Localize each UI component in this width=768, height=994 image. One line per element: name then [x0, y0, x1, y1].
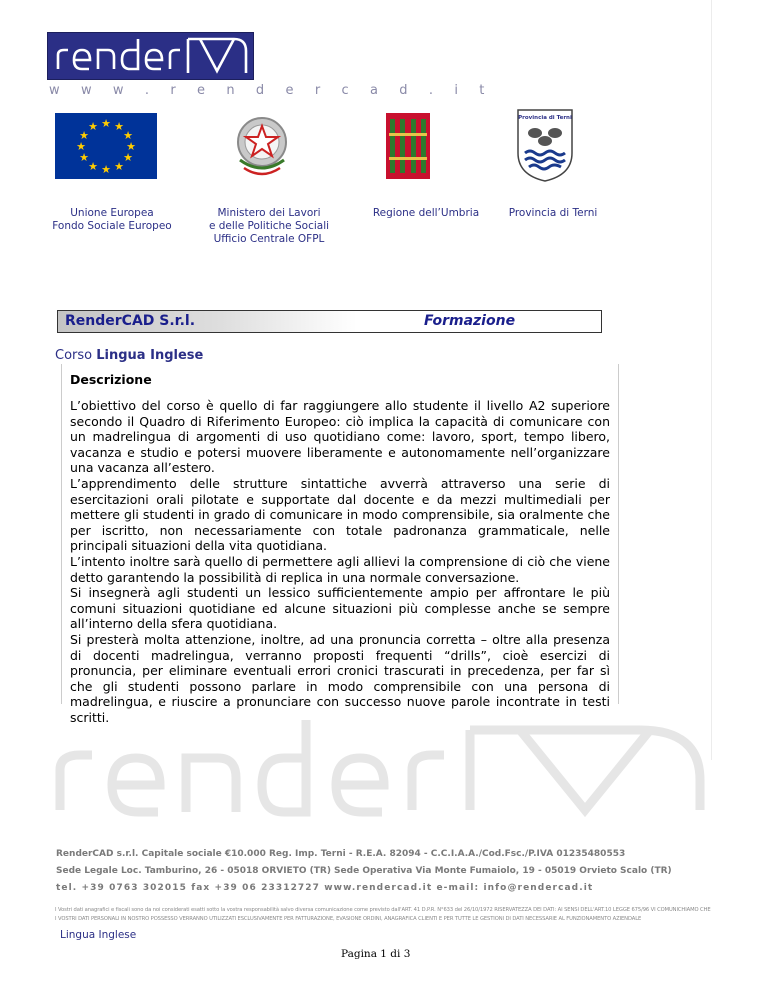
description-paragraph: L’apprendimento delle strutture sintattiche avverrà attraverso una serie di esercitazioni orali pilotate e supportate dal docente e da mezzi multimediali per mettere gli studenti in grado di comunicare in modo comprensibile, sia oralmente che per iscritto, non necessariamente con totale padronanza grammaticale, nelle principali situazioni della vita quotidiana.	[70, 475, 610, 554]
svg-text:★: ★	[114, 120, 124, 133]
caption-terni-line: Provincia di Terni	[508, 207, 598, 219]
banner-section: Formazione	[424, 313, 516, 329]
caption-ministry-line2: e delle Politiche Sociali	[208, 220, 330, 232]
caption-ministry-line1: Ministero dei Lavori	[217, 207, 321, 219]
caption-ministry	[203, 207, 335, 246]
svg-text:★: ★	[79, 151, 89, 164]
footer-company-line: RenderCAD s.r.l. Capitale sociale €10.000 Reg. Imp. Terni - R.E.A. 82094 - C.C.I.A.A./Cod.Fsc./P.IVA 01235480553	[56, 849, 626, 859]
footer-privacy-line1: I Vostri dati anagrafici e fiscali sono da noi considerati esatti sotto la vostra responsabilità salvo diversa comunicazione come previsto dall'ART. 41 D.P.R. N°633 del 26/10/1972 RISERVATEZZA DEI DATI: AI SENSI DELL'ART.10 LEGGE 675/96 VI COMUNICHIAMO CHE	[55, 907, 711, 913]
rendercad-logo[interactable]	[47, 32, 254, 80]
terni-crest-caption: Provincia di Terni	[518, 115, 572, 121]
margin-line	[711, 0, 712, 760]
course-title	[55, 348, 203, 363]
caption-terni	[505, 207, 601, 220]
page-number: Pagina 1 di 3	[341, 948, 411, 960]
description-paragraph: Si presterà molta attenzione, inoltre, ad una pronuncia corretta – oltre alla presenza di docenti madrelingua, verranno proposti frequenti “drills”, cioè esercizi di pronuncia, per eliminare eventuali errori cronici trascurati in precedenza, per far sì che gli studenti possono parlare in modo comprensibile con una persona di madrelingua, e riuscire a pronunciare con successo nuove parole incontrate in testi scritti.	[70, 631, 610, 725]
course-prefix: Corso	[55, 348, 93, 363]
caption-umbria	[370, 207, 482, 220]
svg-text:★: ★	[88, 160, 98, 173]
svg-text:★: ★	[88, 120, 98, 133]
eu-flag-icon	[55, 113, 157, 179]
svg-text:★: ★	[114, 160, 124, 173]
footer-contact-line: tel. +39 0763 302015 fax +39 06 23312727 www.rendercad.it e-mail: info@rendercad.it	[56, 883, 594, 893]
italian-republic-emblem-icon	[234, 110, 290, 182]
svg-text:★: ★	[123, 151, 133, 164]
footer-privacy-line2: I VOSTRI DATI PERSONALI IN NOSTRO POSSESSO VERRANNO UTILIZZATI ESCLUSIVAMENTE PER FATTURAZIONE, EVASIONE ORDINI, ANAGRAFICA CLIENTI E PER TUTTE LE GESTIONI DI DATI NECESSARIE AL FUNZIONAMENTO AZIENDALE	[55, 916, 642, 922]
course-name: Lingua Inglese	[96, 348, 204, 363]
footer-course-name: Lingua Inglese	[60, 929, 137, 941]
website-url[interactable]: w w w . r e n d e r c a d . i t	[49, 83, 493, 98]
caption-ministry-line3: Ufficio Centrale OFPL	[213, 233, 325, 245]
caption-eu-line2: Fondo Sociale Europeo	[52, 220, 172, 232]
description-title: Descrizione	[70, 372, 152, 387]
caption-eu-line1: Unione Europea	[70, 207, 154, 219]
svg-text:★: ★	[101, 117, 111, 130]
footer-address-line: Sede Legale Loc. Tamburino, 26 - 05018 ORVIETO (TR) Sede Operativa Via Monte Fumaiolo, 19 - 05019 Orvieto Scalo (TR)	[56, 866, 672, 876]
svg-text:★: ★	[123, 129, 133, 142]
description-paragraph: L’obiettivo del corso è quello di far raggiungere allo studente il livello A2 superiore secondo il Quadro di Riferimento Europeo: ciò implica la capacità di comunicare con un madrelingua di argomenti di uso quotidiano come: lavoro, sport, tempo libero, vacanza e studio e potersi muovere liberamente e autonomamente nell’organizzare una vacanza all’estero.	[70, 398, 610, 476]
caption-eu	[52, 207, 172, 233]
description-body	[70, 398, 610, 725]
svg-text:★: ★	[76, 140, 86, 153]
svg-text:★: ★	[126, 140, 136, 153]
banner-company: RenderCAD S.r.l.	[65, 313, 196, 329]
description-paragraph: Si insegnerà agli studenti un lessico sufficientemente ampio per affrontare le più comuni situazioni quotidiane ed alcune situazioni più complesse anche se sempre all’interno della sfera quotidiana.	[70, 585, 610, 632]
terni-crest-icon	[515, 107, 575, 183]
description-paragraph: L’intento inoltre sarà quello di permettere agli allievi la comprensione di ciò che viene detto garantendo la possibilità di replica in una normale conversazione.	[70, 553, 610, 585]
svg-text:★: ★	[79, 129, 89, 142]
caption-umbria-line: Regione dell’Umbria	[372, 207, 480, 219]
umbria-flag-icon	[386, 113, 430, 179]
svg-text:★: ★	[101, 163, 111, 176]
